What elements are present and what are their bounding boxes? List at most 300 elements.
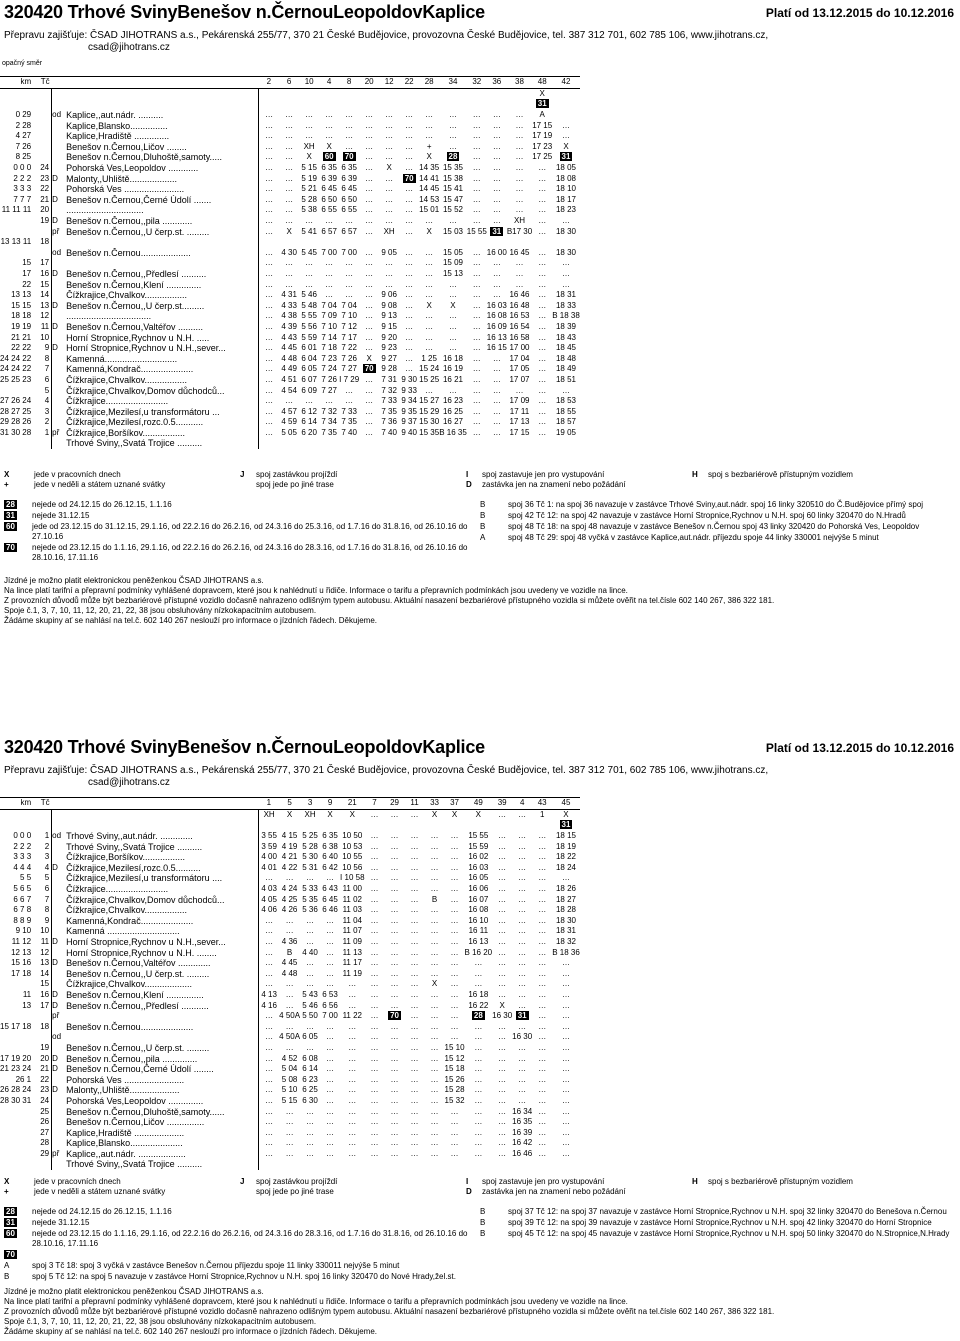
time-cell: … [472,406,481,416]
legend-symbol: D [466,1186,472,1196]
time-cell: … [450,873,459,883]
time-cell: … [365,279,374,289]
km-cell [0,1159,31,1170]
time-cell: 11 02 [342,894,362,904]
time-cell: … [515,163,524,173]
time-cell: … [518,862,527,872]
time-cell: … [450,1021,459,1031]
time-cell: … [472,205,481,215]
time-cell: … [345,216,354,226]
tc-cell [31,120,52,131]
time-cell: 6 14 [302,1064,318,1074]
note-text: spoj 36 Tč 1: na spoj 36 navazuje v zastávce Trhové Sviny,aut.nádr. spoj 16 linky 320510 do Č.Budějovice přímý spoj [508,500,924,509]
time-cell: … [390,862,399,872]
time-cell: … [265,1148,274,1158]
time-cell: … [538,216,547,226]
time-cell: … [448,311,457,321]
time-cell: … [410,1148,419,1158]
time-cell: … [348,989,357,999]
time-cell: … [518,1064,527,1074]
time-cell: … [515,131,524,141]
time-cell [445,1159,465,1170]
time-cell: 6 25 [302,1085,318,1095]
station-name: Trhové Sviny,,Svatá Trojice .......... [66,438,259,449]
time-cell: 18 53 [555,396,577,406]
time-cell [339,237,359,248]
tc-cell: 16 [31,269,52,280]
station-name: Benešov n.Černou,Valtéřov ............. [66,958,259,969]
timetable-row [0,831,580,842]
time-cell [385,1011,405,1022]
tc-cell: 4 [31,863,52,874]
time-cell: … [538,194,547,204]
note-row [4,1272,474,1282]
legend-symbol: I [466,470,469,479]
time-cell: X [450,300,456,310]
time-cell: … [538,184,547,194]
time-cell [319,438,339,449]
station-name [66,1011,259,1022]
time-cell: … [285,141,294,151]
flag-cell [52,385,67,396]
km-cell: 5 5 [20,873,32,883]
time-cell: B17 30 [506,226,533,236]
time-cell: … [538,290,547,300]
time-cell: … [492,110,501,120]
station-name: Benešov n.Černou,Ličov ........ [66,142,259,153]
note-box: 70 [6,1250,15,1259]
time-cell: … [448,332,457,342]
time-cell: … [472,110,481,120]
km-cell: 0 0 0 [13,831,32,841]
flag-cell [52,290,67,301]
time-cell: 4 36 [281,937,298,947]
time-cell: … [285,1042,294,1052]
time-cell: 6 39 [341,173,357,183]
time-cell: … [365,247,374,257]
time-cell: X [499,1000,505,1010]
time-cell: … [390,968,399,978]
tc-cell: 12 [31,311,52,322]
time-cell: 4 51 [281,374,297,384]
time-cell: 5 25 [302,831,318,841]
time-cell: … [538,1021,547,1031]
time-cell: 4 01 [261,862,277,872]
time-cell: … [265,979,274,989]
time-cell: … [365,131,374,141]
time-cell: … [472,353,481,363]
km-cell: 11 11 11 [1,205,32,215]
note-box: 60 [6,522,15,531]
trip-number: 6 [279,77,299,89]
flag-cell: D [52,958,58,968]
station-name: Benešov n.Černou,Černé Údolí ....... [66,195,259,206]
time-cell: … [430,873,439,883]
time-cell: … [370,1095,379,1105]
time-cell: … [348,1000,357,1010]
time-cell [320,820,340,831]
time-cell: … [472,374,481,384]
time-cell: … [405,268,414,278]
time-cell: … [498,1148,507,1158]
time-cell: … [370,1000,379,1010]
time-cell [465,1011,493,1022]
trip-number: 45 [552,798,580,810]
time-cell: 7 17 [341,332,357,342]
time-cell: 5 50 [302,1011,318,1021]
time-cell [399,237,419,248]
time-cell [399,438,419,449]
time-cell: … [370,1085,379,1095]
time-cell: … [562,258,570,268]
time-cell: 6 12 [301,406,317,416]
time-cell: 18 31 [555,926,576,936]
time-cell: … [538,884,547,894]
time-cell: … [265,141,274,151]
trip-number: 32 [467,77,487,89]
time-cell: … [472,184,481,194]
timetable-row [0,1106,580,1117]
time-cell: … [306,937,315,947]
time-cell: … [538,427,547,437]
time-cell: … [265,427,274,437]
flag-cell: D [52,862,58,872]
time-cell: … [425,343,434,353]
flag-cell: př [52,1148,60,1158]
time-cell: 16 13 [468,937,489,947]
time-cell: … [450,915,459,925]
time-cell: … [345,110,354,120]
time-cell: … [450,979,459,989]
time-cell: … [498,1053,507,1063]
time-cell: … [365,141,374,151]
time-cell: … [474,1148,483,1158]
time-cell: … [492,173,501,183]
time-cell: 17 07 [509,374,530,384]
time-cell: … [450,862,459,872]
time-cell: … [390,1000,399,1010]
time-cell: … [325,110,334,120]
time-cell: … [430,1148,439,1158]
time-cell: … [410,841,419,851]
timetable-row [0,1138,580,1149]
time-cell: 16 46 [512,1148,533,1158]
time-cell: 4 25 [281,894,298,904]
time-cell: 6 30 [302,1095,318,1105]
time-cell: … [390,1106,399,1116]
timetable-row [0,1127,580,1138]
time-cell: … [326,873,335,883]
timetable-row [0,110,580,121]
time-cell: … [450,989,459,999]
time-cell: … [518,1000,527,1010]
note-mark [4,522,32,542]
time-cell: … [265,163,274,173]
time-cell: … [538,205,547,215]
time-cell: … [498,926,507,936]
time-cell: … [306,873,315,883]
time-cell: … [561,1021,570,1031]
tc-cell [31,809,52,820]
tc-cell: 1 [31,831,52,842]
time-cell [425,820,445,831]
time-cell: … [265,1127,274,1137]
note-row [480,533,950,543]
time-cell: 7 33 [341,406,357,416]
time-cell: 7 22 [341,343,357,353]
time-cell: 5 38 [301,205,317,215]
time-cell: … [365,152,374,162]
flag-cell [52,120,67,131]
time-cell: … [365,184,374,194]
trip-number: 1 [259,798,280,810]
tc-cell: 22 [31,1074,52,1085]
time-cell: 9 34 [401,396,417,406]
time-cell [339,99,359,110]
time-cell: … [561,1148,570,1158]
time-cell: … [561,1064,570,1074]
note-box: 28 [448,152,458,162]
flag-cell [52,894,67,905]
time-cell: … [448,321,457,331]
time-cell: … [305,216,314,226]
trip-number: 37 [445,798,465,810]
flag-cell [52,979,67,990]
time-cell: … [492,396,501,406]
time-cell: … [538,1138,547,1148]
tc-cell: 14 [31,290,52,301]
time-cell: 18 27 [555,894,576,904]
time-cell: … [430,947,439,957]
time-cell: … [390,926,399,936]
time-cell: … [410,884,419,894]
timetable-row [0,905,580,916]
time-cell: … [538,173,547,183]
time-cell: 5 08 [281,1074,298,1084]
time-cell: 14 45 [419,184,440,194]
note-text: spoj 3 Tč 18: spoj 3 vyčká v zastávce Benešov n.Černou příjezdu spoje 11 linky 330011 nejvýše 5 minut [32,1261,400,1270]
time-cell: … [430,968,439,978]
trip-number: 20 [359,77,379,89]
time-cell: 18 57 [555,417,577,427]
time-cell: … [538,321,547,331]
time-cell: 4 52 [281,1053,298,1063]
time-cell: … [370,873,379,883]
station-name: Čížkrajice,Chvalkov,Domov důchodců... [66,385,259,396]
time-cell: 18 51 [555,374,577,384]
time-cell: 6 50 [321,194,337,204]
time-cell: … [474,1074,483,1084]
time-cell: … [326,937,335,947]
tc-cell [31,110,52,121]
time-cell: 4 49 [281,364,297,374]
time-cell [379,237,399,248]
time-cell [279,820,300,831]
time-cell [279,1159,300,1170]
time-cell: 4 48 [281,353,297,363]
time-cell: … [326,1042,335,1052]
time-cell: + [426,141,432,151]
tc-cell: 26 [31,1117,52,1128]
km-cell: 12 13 [11,947,32,957]
tc-cell: 2 [31,841,52,852]
timetable-row [0,926,580,937]
time-cell: … [410,958,419,968]
timetable-row [0,205,580,216]
station-name [66,237,259,248]
timetable-row [0,969,580,980]
footer-line: Z provozních důvodů může být bezbariérové přístupné vozidlo dočasně nahrazeno odlišným typem autobusu. Aktuální nasazení bezbariérové přístupného vozidla si můžete ověřit na tel.čísle 602 140 267, 386 322 181. [4,596,775,605]
timetable-row [0,311,580,322]
time-cell: … [390,1032,399,1042]
time-cell: … [370,862,379,872]
time-cell: … [430,937,439,947]
time-cell: 5 31 [302,862,318,872]
time-cell: … [425,110,434,120]
station-name: Kamenná,Kondrač..................... [66,364,259,375]
km-cell: 5 6 5 [13,884,32,894]
time-cell [465,820,493,831]
legend-text: spoj zastavuje jen pro vystupování [482,1177,605,1186]
time-cell: … [265,258,274,268]
time-cell: … [385,258,394,268]
time-cell: … [472,258,481,268]
tc-cell: 21 [31,195,52,206]
time-cell: … [305,120,314,130]
time-cell [299,237,319,248]
tc-cell [31,131,52,142]
time-cell: B [286,947,293,957]
time-cell: … [348,1032,357,1042]
time-cell: … [345,258,354,268]
timetable-bottom [0,735,960,1341]
station-name: Benešov n.Černou,Valtéřov .......... [66,322,259,333]
time-cell: … [410,1000,419,1010]
time-cell: … [498,958,507,968]
time-cell: … [538,1117,547,1127]
km-cell: 17 18 [11,968,32,978]
timetable-row [0,195,580,206]
time-cell: 4 06 [261,905,277,915]
time-cell: 6 56 [322,1000,338,1010]
time-cell: … [498,809,507,819]
timetable-row [0,1159,580,1170]
time-cell: 19 05 [555,427,577,437]
time-cell: … [390,947,399,957]
tc-cell: 5 [31,873,52,884]
flag-cell [52,311,67,322]
time-cell: … [448,120,457,130]
time-cell: XH [513,216,526,226]
time-cell: X [475,809,481,819]
footer-notes [4,576,944,626]
time-cell: … [472,427,481,437]
time-cell: … [492,290,501,300]
time-cell: … [370,1138,379,1148]
station-name: Čížkrajice,Mezilesí,u transformátoru .... [66,873,259,884]
time-cell: … [430,841,439,851]
time-cell: 18 15 [555,831,576,841]
tc-cell: 6 [31,884,52,895]
time-cell: 5 05 [281,427,297,437]
time-cell: … [538,332,547,342]
time-cell [487,438,507,449]
time-cell: … [498,1095,507,1105]
time-cell: XH [263,809,275,819]
time-cell: 5 28 [301,194,317,204]
time-cell: 16 39 [512,1127,533,1137]
time-cell: 7 18 [321,343,337,353]
time-cell [445,820,465,831]
note-box: 28 [6,500,15,509]
time-cell: … [365,321,374,331]
time-cell: 7 32 [381,385,397,395]
time-cell: 16 15 [486,343,507,353]
time-cell: … [306,926,315,936]
time-cell [467,438,487,449]
time-cell: … [345,120,354,130]
flag-cell [52,184,67,195]
time-cell: 5 15 [301,163,317,173]
km-cell [0,216,31,227]
time-cell: … [325,396,334,406]
time-cell: … [492,385,501,395]
time-cell: … [390,1064,399,1074]
time-cell: … [410,989,419,999]
time-cell: … [265,343,274,353]
time-cell: 6 55 [321,205,337,215]
time-cell: … [285,1000,294,1010]
time-cell: 4 03 [261,884,277,894]
trip-number: 4 [512,798,532,810]
time-cell: 17 25 [532,152,553,162]
time-cell: … [265,173,274,183]
station-name: Čížkrajice......................... [66,396,259,407]
time-cell: … [538,268,547,278]
tc-cell: 23 [31,1085,52,1096]
flag-cell: D [52,300,58,310]
time-cell: … [285,1106,294,1116]
km-cell: 22 [22,279,32,289]
time-cell: … [265,311,274,321]
timetable-row [0,1085,580,1096]
time-cell: … [265,321,274,331]
time-cell: … [285,173,294,183]
time-cell: … [305,110,314,120]
time-cell: … [285,131,294,141]
time-cell: … [326,926,335,936]
tc-cell: 22 [31,184,52,195]
footer-line: Z provozních důvodů může být bezbariérové přístupné vozidlo dočasně nahrazeno odlišným typem autobusu. Aktuální nasazení bezbariérové přístupného vozidla si můžete ověřit na tel.čísle 602 140 267, 386 322 181. [4,1307,775,1316]
time-cell: … [285,1021,294,1031]
time-cell: … [492,131,501,141]
station-name: Čížkrajice,Mezilesí,rozc.0.5.......... [66,863,259,874]
time-cell: X [563,809,569,819]
time-cell: … [385,173,394,183]
time-cell: X [386,163,392,173]
time-cell: … [285,184,294,194]
time-cell: 11 00 [342,884,362,894]
footer-notes [4,1287,944,1337]
time-cell: … [474,1085,483,1095]
time-cell: … [474,968,483,978]
trip-number: 28 [419,77,439,89]
note-text: spoj 5 Tč 12: na spoj 5 navazuje v zastávce Horní Stropnice,Rychnov u N.H. spoj 16 linky 320470 do Nové Hrady,žel.st. [32,1272,456,1281]
time-cell: … [285,873,294,883]
time-cell [552,152,580,163]
note-row [480,511,950,521]
time-cell [532,438,552,449]
